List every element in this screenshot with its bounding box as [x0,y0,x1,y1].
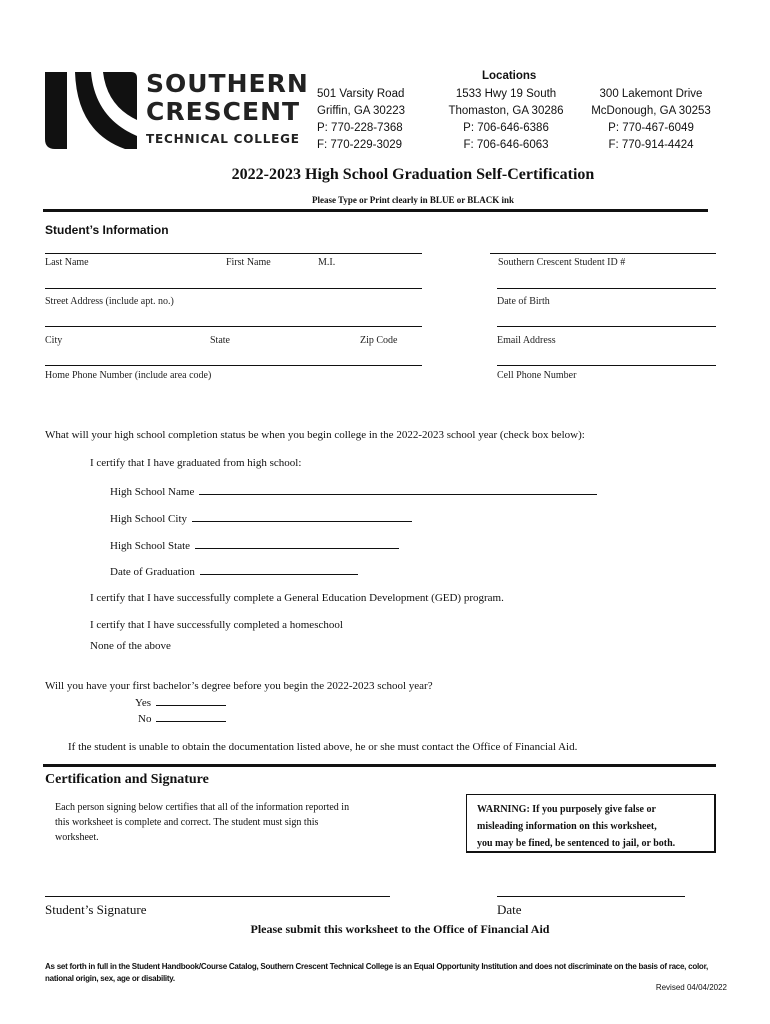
student-id-label: Southern Crescent Student ID # [498,257,626,268]
zip-label: Zip Code [360,335,398,346]
email-label: Email Address [497,335,556,346]
grad-date-input[interactable] [200,564,358,575]
griffin-fax: F: 770-229-3029 [317,138,403,151]
mcdonough-city: McDonough, GA 30253 [591,104,711,117]
thomaston-fax: F: 706-646-6063 [463,138,549,151]
location-thomaston [448,86,564,153]
cell-phone-label: Cell Phone Number [497,370,577,381]
revised-date: Revised 04/04/2022 [655,983,727,992]
hs-city-label: High School City [110,513,188,525]
mcdonough-fax: F: 770-914-4424 [608,138,694,151]
hs-name-input[interactable] [199,484,597,495]
certification-text-line-2: this worksheet is complete and correct. The student must sign this [55,817,319,828]
griffin-address: 501 Varsity Road [317,88,405,100]
grad-date-row [110,564,358,578]
bachelor-no-label: No [138,713,152,725]
location-griffin [317,86,405,153]
option-none[interactable]: None of the above [90,640,171,652]
logo-line-crescent: CRESCENT [146,97,301,126]
documentation-note: If the student is unable to obtain the documentation listed above, he or she must contact the Office of Financial Aid. [68,741,578,753]
hs-city-row [110,511,412,525]
hs-state-input[interactable] [195,538,399,549]
date-signature-line[interactable] [497,896,685,897]
warning-box [466,794,716,853]
hs-state-label: High School State [110,540,191,552]
grad-date-label: Date of Graduation [110,566,195,578]
footer-notice [45,961,735,985]
griffin-phone: P: 770-228-7368 [317,122,403,134]
certification-text-line-3: worksheet. [55,832,99,843]
bachelor-no-row [138,711,226,725]
footer-notice-line-2: national origin, sex, age or disability. [45,974,175,983]
city-state-zip-input-line[interactable] [45,326,422,327]
dob-label: Date of Birth [497,296,550,307]
home-phone-label: Home Phone Number (include area code) [45,370,212,381]
option-homeschool[interactable]: I certify that I have successfully completed a homeschool [90,619,343,631]
cell-phone-input-line[interactable] [497,365,716,366]
email-input-line[interactable] [497,326,716,327]
date-label: Date [497,902,522,917]
name-input-line[interactable] [45,253,422,254]
certification-divider [43,764,716,767]
thomaston-address: 1533 Hwy 19 South [455,88,557,100]
option-ged[interactable]: I certify that I have successfully complete a General Education Development (GED) program. [90,592,504,604]
bachelor-yes-input[interactable] [156,695,226,706]
page-title: 2022-2023 High School Graduation Self-Certification [231,166,595,183]
title-divider [43,209,708,212]
city-label: City [45,335,63,346]
option-graduated[interactable]: I certify that I have graduated from high school: [90,457,302,469]
warning-line-2: misleading information on this worksheet, [477,821,657,832]
locations-heading: Locations [482,70,537,82]
completion-question: What will your high school completion status be when you begin college in the 2022-2023 school year (check box below): [45,429,585,441]
hs-name-row [110,484,597,498]
mcdonough-address: 300 Lakemont Drive [599,88,703,100]
griffin-city: Griffin, GA 30223 [317,104,406,117]
thomaston-city: Thomaston, GA 30286 [448,104,564,117]
last-name-label: Last Name [45,257,89,268]
mi-label: M.I. [318,257,336,268]
certification-heading: Certification and Signature [45,772,209,787]
bachelor-yes-label: Yes [135,697,152,709]
mcdonough-phone: P: 770-467-6049 [608,122,694,134]
bachelor-yes-row [135,695,226,709]
thomaston-phone: P: 706-646-6386 [463,122,549,134]
home-phone-input-line[interactable] [45,365,422,366]
footer-notice-line-1: As set forth in full in the Student Handbook/Course Catalog, Southern Crescent Technical College is an Equal Opportunity Institution and does not discriminate on the basis of race, color, [45,962,708,971]
student-signature-label: Student’s Signature [45,902,147,917]
bachelor-no-input[interactable] [156,711,226,722]
first-name-label: First Name [226,257,271,268]
certification-text-line-1: Each person signing below certifies that all of the information reported in [55,802,350,813]
student-info-heading: Student’s Information [45,223,169,237]
warning-line-3: you may be fined, be sentenced to jail, or both. [477,838,676,849]
college-logo-mark [45,72,137,149]
student-signature-line[interactable] [45,896,390,897]
certification-text [55,800,349,845]
dob-input-line[interactable] [497,288,716,289]
submit-instruction: Please submit this worksheet to the Office of Financial Aid [250,922,550,936]
state-label: State [210,335,230,346]
location-mcdonough [590,86,712,153]
logo-line-southern: SOUTHERN [146,69,309,98]
street-input-line[interactable] [45,288,422,289]
page-subtitle: Please Type or Print clearly in BLUE or BLACK ink [311,195,515,205]
student-id-input-line[interactable] [490,253,716,254]
hs-state-row [110,538,399,552]
hs-city-input[interactable] [192,511,412,522]
hs-name-label: High School Name [110,486,195,498]
street-label: Street Address (include apt. no.) [45,296,174,307]
warning-line-1: WARNING: If you purposely give false or [477,804,656,815]
logo-line-technical-college: TECHNICAL COLLEGE [146,132,300,146]
bachelor-question: Will you have your first bachelor’s degree before you begin the 2022-2023 school year? [45,680,433,692]
